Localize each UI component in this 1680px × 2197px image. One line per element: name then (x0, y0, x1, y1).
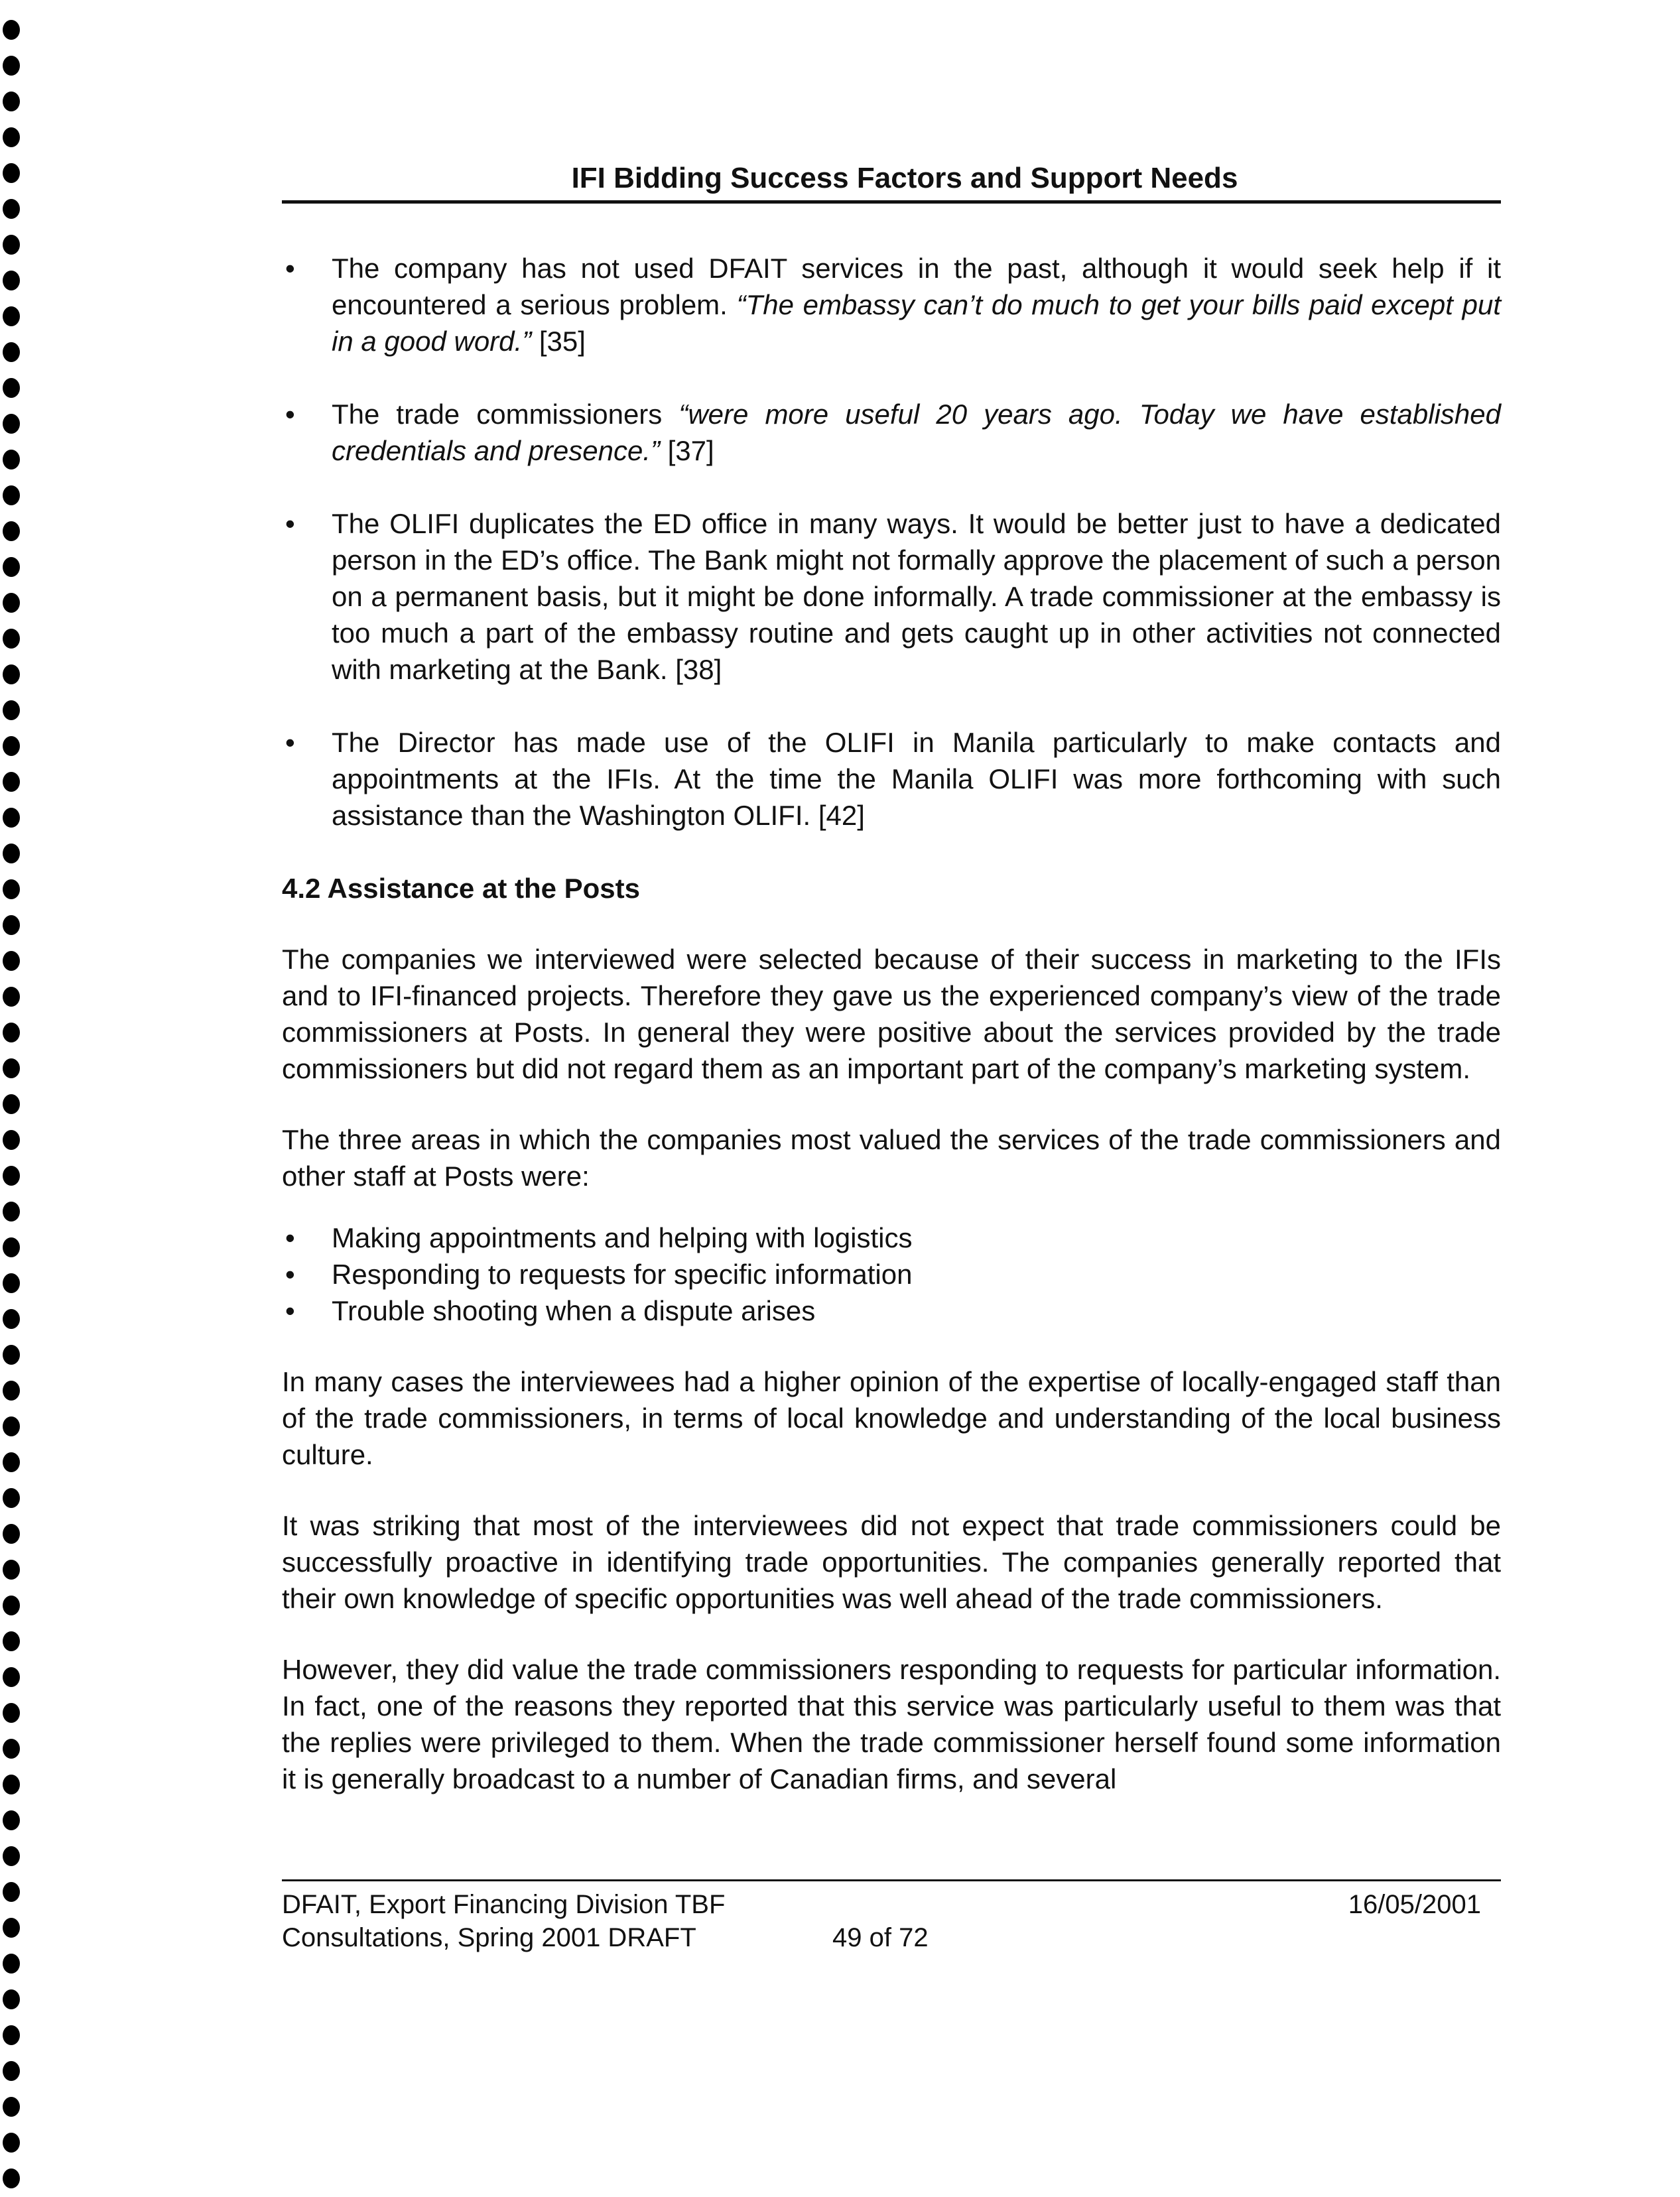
punch-hole (3, 844, 20, 863)
list-item (282, 1292, 1501, 1329)
bullet-quote: “were more useful 20 years ago. Today we have established credentials and presence.” (332, 399, 1502, 466)
bullet-ref: [37] (659, 435, 714, 466)
punch-hole (3, 1882, 20, 1902)
bullet-item-3 (282, 505, 1501, 688)
bullet-text: The OLIFI duplicates the ED office in many ways. It would be better just to have a dedicated person in the ED’s office. The Bank might not formally approve the placement of such a person on a permanent basis, but it might be done informally. A trade commissioner at the embassy is too much a part of the embassy routine and gets caught up in other activities not connected with marketing at the Bank. [38] (332, 508, 1501, 685)
page-header-title: IFI Bidding Success Factors and Support Needs (571, 162, 1238, 194)
punch-hole (3, 2097, 20, 2117)
bullet-glyph: • (285, 727, 295, 758)
punch-hole (3, 1345, 20, 1365)
punch-hole (3, 629, 20, 649)
punch-hole (3, 20, 20, 40)
paragraph-2: The three areas in which the companies most valued the services of the trade commissioners and other staff at Posts were: (282, 1124, 1501, 1192)
footer-line-1: DFAIT, Export Financing Division TBF (282, 1890, 726, 1919)
punch-hole (3, 199, 20, 219)
bullet-item-2 (282, 396, 1501, 469)
punch-hole (3, 163, 20, 183)
punch-hole (3, 1596, 20, 1615)
punch-hole (3, 450, 20, 470)
punch-hole (3, 1739, 20, 1759)
punch-hole (3, 306, 20, 326)
page-number: 49 of 72 (832, 1923, 929, 1952)
bullet-item-4 (282, 724, 1501, 834)
list-item (282, 1220, 1501, 1256)
punch-hole (3, 1560, 20, 1580)
bullet-glyph: • (285, 1222, 295, 1253)
punch-hole (3, 951, 20, 971)
bullet-ref: [35] (531, 326, 586, 357)
paragraph-3: In many cases the interviewees had a higher opinion of the expertise of locally-engaged staff than of the trade commissioners, in terms of local knowledge and understanding of the local business culture. (282, 1366, 1501, 1470)
punch-hole (3, 414, 20, 434)
punch-hole (3, 378, 20, 398)
punch-hole (3, 1667, 20, 1687)
punch-hole (3, 915, 20, 935)
bullet-glyph: • (285, 508, 295, 539)
punch-hole (3, 1094, 20, 1114)
punch-hole (3, 1954, 20, 1974)
footer-date: 16/05/2001 (1348, 1890, 1481, 1919)
list-item-text: Responding to requests for specific information (332, 1259, 913, 1290)
paragraph-5: However, they did value the trade commissioners responding to requests for particular information. In fact, one of the reasons they reported that this service was particularly useful to them was that the replies were privileged to them. When the trade commissioner herself found some information it is generally broadcast to a number of Canadian firms, and several (282, 1654, 1501, 1794)
list-item-text: Making appointments and helping with logistics (332, 1222, 913, 1253)
punch-hole (3, 557, 20, 577)
punch-hole (3, 700, 20, 720)
punch-hole (3, 1058, 20, 1078)
bullet-glyph: • (285, 1259, 295, 1290)
bullet-text: The Director has made use of the OLIFI in Manila particularly to make contacts and appointments at the IFIs. At the time the Manila OLIFI was more forthcoming with such assistance than the Washington OLIFI. [42] (332, 727, 1501, 831)
footer-row (282, 1888, 1501, 1954)
bullet-list-top (282, 250, 1501, 834)
punch-hole (3, 1775, 20, 1794)
document-body (282, 250, 1501, 1797)
punch-hole (3, 1273, 20, 1293)
paragraph-1: The companies we interviewed were selected because of their success in marketing to the IFIs and to IFI-financed projects. Therefore they gave us the experienced company’s view of the trade commissioners at Posts. In general they were positive about the services provided by the trade commissioners but did not regard them as an important part of the company’s marketing system. (282, 944, 1501, 1084)
punch-hole (3, 2133, 20, 2153)
punch-hole (3, 879, 20, 899)
punch-hole (3, 1130, 20, 1150)
punch-hole (3, 521, 20, 541)
services-list (282, 1220, 1501, 1329)
punch-hole (3, 1381, 20, 1401)
bullet-glyph: • (285, 399, 295, 430)
punch-hole (3, 1452, 20, 1472)
punch-hole (3, 1524, 20, 1544)
header-rule (282, 200, 1501, 204)
punch-hole (3, 92, 20, 111)
list-item-text: Trouble shooting when a dispute arises (332, 1295, 816, 1326)
punch-hole (3, 127, 20, 147)
paragraph-4: It was striking that most of the interviewees did not expect that trade commissioners could be successfully proactive in identifying trade opportunities. The companies generally reported that their own knowledge of specific opportunities was well ahead of the trade commissioners. (282, 1510, 1501, 1614)
bullet-item-1 (282, 250, 1501, 359)
punch-hole (3, 235, 20, 255)
punch-hole (3, 1631, 20, 1651)
footer-rule (282, 1879, 1501, 1881)
punch-hole (3, 1202, 20, 1222)
punch-hole (3, 1309, 20, 1329)
document-page (282, 159, 1501, 1797)
punch-hole (3, 808, 20, 828)
punch-hole (3, 1166, 20, 1186)
punch-hole (3, 987, 20, 1007)
punch-hole (3, 2168, 20, 2188)
punch-hole (3, 1488, 20, 1508)
punch-hole (3, 1810, 20, 1830)
punch-hole (3, 1237, 20, 1257)
bullet-glyph: • (285, 1295, 295, 1326)
punch-hole (3, 485, 20, 505)
punch-hole (3, 772, 20, 792)
bullet-quote: “The embassy can’t do much to get your bills paid except put in a good word.” (332, 289, 1502, 357)
bullet-text: The trade commissioners (332, 399, 679, 430)
punch-hole (3, 56, 20, 76)
punch-hole (3, 2061, 20, 2081)
punch-hole (3, 1989, 20, 2009)
punch-hole-strip (0, 0, 27, 2197)
page-footer (282, 1879, 1501, 1954)
punch-hole (3, 1918, 20, 1938)
punch-hole (3, 271, 20, 290)
footer-source (282, 1888, 725, 1954)
punch-hole (3, 1023, 20, 1042)
footer-line-2: Consultations, Spring 2001 DRAFT (282, 1923, 696, 1952)
section-heading: 4.2 Assistance at the Posts (282, 873, 641, 904)
punch-hole (3, 342, 20, 362)
bullet-text: The company has not used DFAIT services in the past, although it would seek help if it encountered a serious problem. (332, 253, 1501, 320)
punch-hole (3, 1416, 20, 1436)
punch-hole (3, 2025, 20, 2045)
punch-hole (3, 1846, 20, 1866)
punch-hole (3, 664, 20, 684)
punch-hole (3, 593, 20, 613)
list-item (282, 1256, 1501, 1292)
punch-hole (3, 736, 20, 756)
bullet-glyph: • (285, 253, 295, 284)
punch-hole (3, 1703, 20, 1723)
